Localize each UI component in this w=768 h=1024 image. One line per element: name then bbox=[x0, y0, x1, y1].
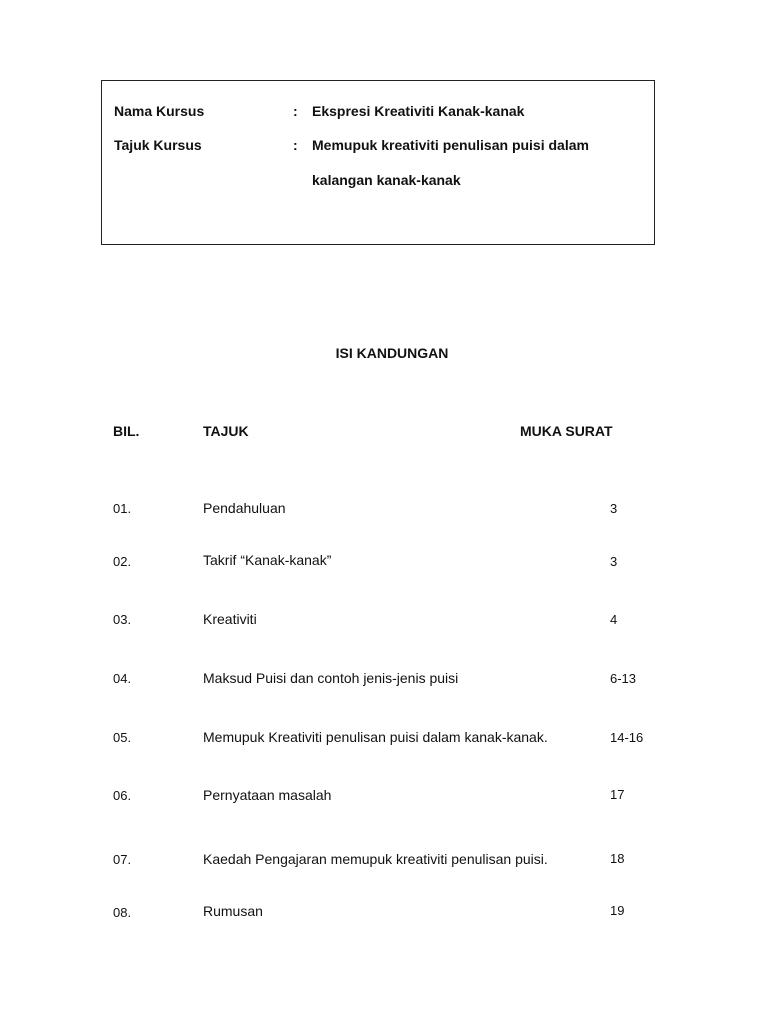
toc-row-number: 08. bbox=[113, 905, 132, 920]
course-name-value: Ekspresi Kreativiti Kanak-kanak bbox=[312, 103, 525, 119]
toc-row-number: 01. bbox=[113, 501, 132, 516]
toc-row-page: 17 bbox=[610, 787, 625, 802]
course-info-box bbox=[101, 80, 655, 245]
toc-column-page: MUKA SURAT bbox=[520, 423, 613, 439]
toc-row-page: 14-16 bbox=[610, 730, 644, 745]
toc-row-page: 19 bbox=[610, 903, 625, 918]
course-title-colon: : bbox=[293, 137, 298, 153]
toc-row-page: 4 bbox=[610, 612, 618, 627]
toc-row-page: 18 bbox=[610, 851, 625, 866]
toc-row-number: 06. bbox=[113, 788, 132, 803]
toc-column-number: BIL. bbox=[113, 423, 140, 439]
toc-row-number: 07. bbox=[113, 852, 132, 867]
toc-row-title: Kreativiti bbox=[203, 611, 257, 627]
toc-row-page: 3 bbox=[610, 554, 618, 569]
toc-row-title: Maksud Puisi dan contoh jenis-jenis puisi bbox=[203, 670, 459, 686]
toc-row-title: Rumusan bbox=[203, 903, 263, 919]
toc-row-page: 6-13 bbox=[610, 671, 637, 686]
toc-row-title: Takrif “Kanak-kanak” bbox=[203, 552, 332, 568]
toc-row-number: 03. bbox=[113, 612, 132, 627]
course-title-label: Tajuk Kursus bbox=[114, 137, 202, 153]
course-title-value-line1: Memupuk kreativiti penulisan puisi dalam bbox=[312, 137, 589, 153]
toc-row-number: 04. bbox=[113, 671, 132, 686]
toc-heading: ISI KANDUNGAN bbox=[335, 345, 449, 361]
toc-row-title: Pendahuluan bbox=[203, 500, 286, 516]
toc-column-title: TAJUK bbox=[203, 423, 249, 439]
course-name-colon: : bbox=[293, 103, 298, 119]
course-title-value-line2: kalangan kanak-kanak bbox=[312, 172, 461, 188]
course-name-label: Nama Kursus bbox=[114, 103, 205, 119]
toc-row-title: Kaedah Pengajaran memupuk kreativiti penulisan puisi. bbox=[203, 851, 548, 867]
toc-row-page: 3 bbox=[610, 501, 618, 516]
toc-row-title: Pernyataan masalah bbox=[203, 787, 332, 803]
toc-row-number: 05. bbox=[113, 730, 132, 745]
toc-row-number: 02. bbox=[113, 554, 132, 569]
toc-row-title: Memupuk Kreativiti penulisan puisi dalam kanak-kanak. bbox=[203, 729, 548, 745]
